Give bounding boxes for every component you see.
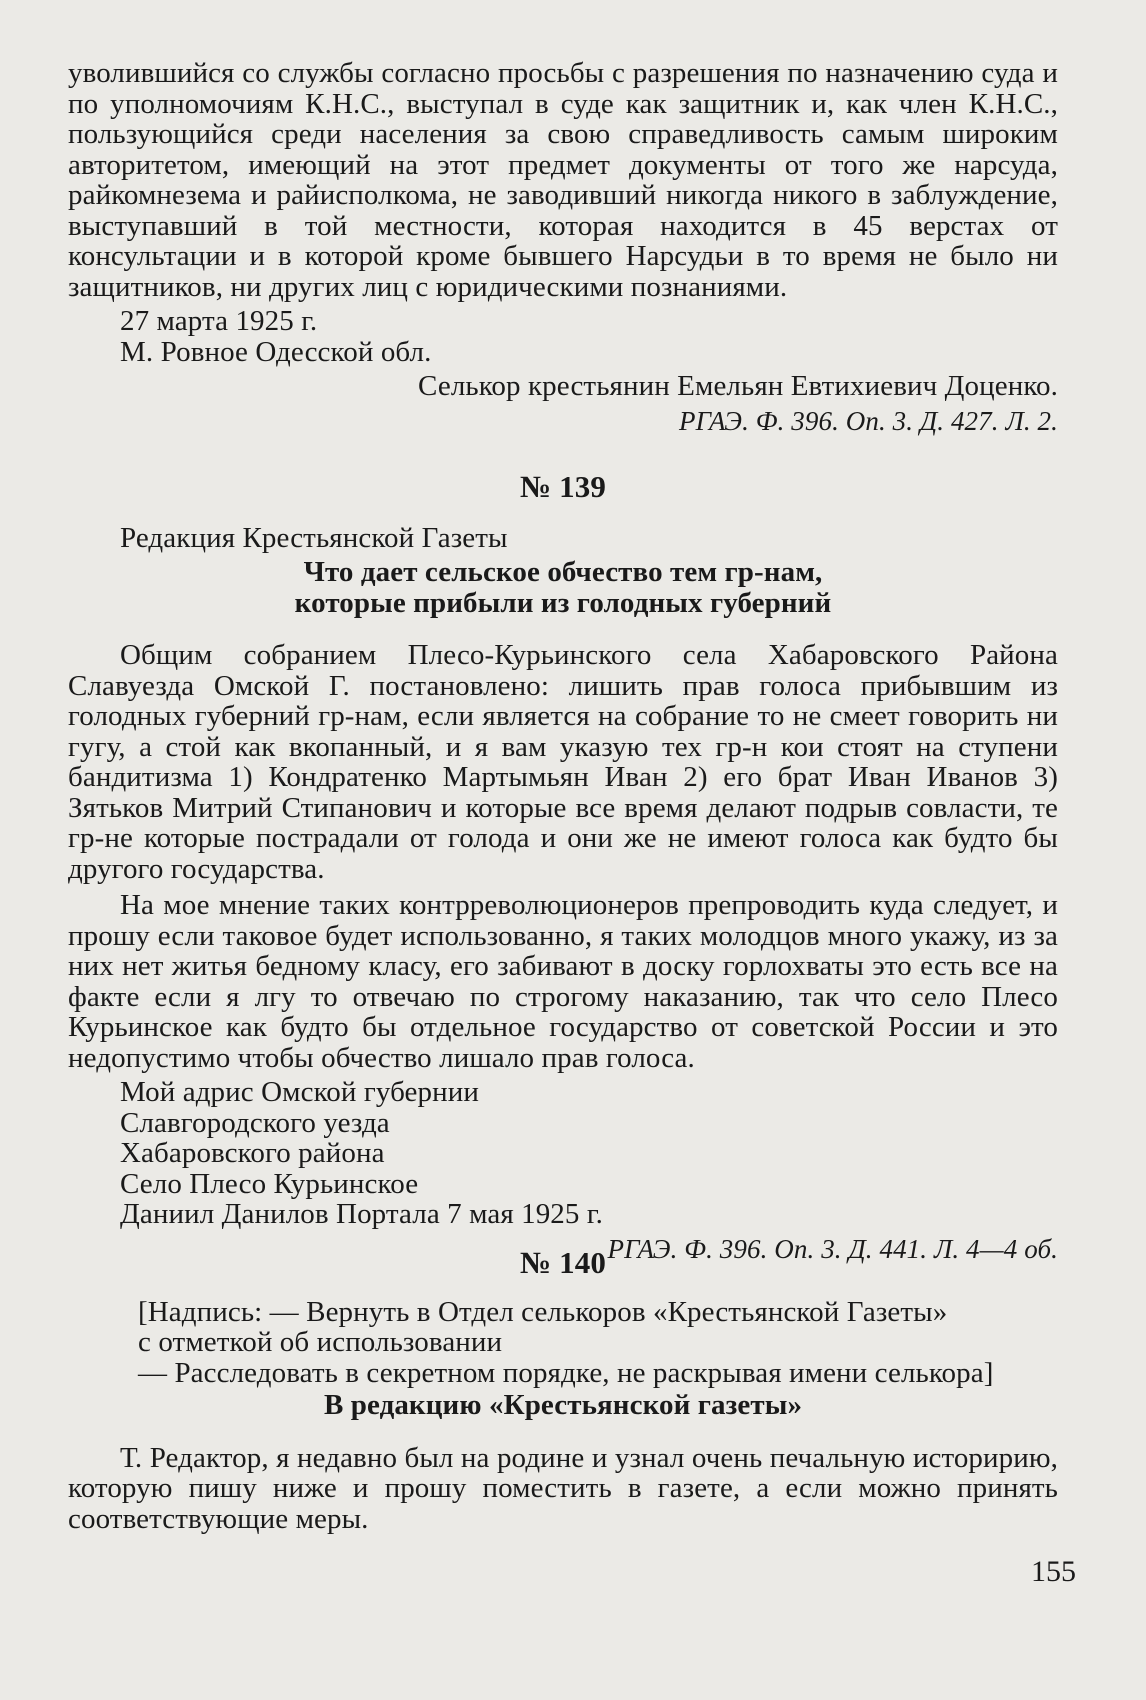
document-date: 27 марта 1925 г.	[120, 305, 318, 337]
annotation-line-3: — Расследовать в секретном порядке, не раскрывая имени селькора]	[138, 1356, 994, 1389]
annotation-line-1: [Надпись: — Вернуть в Отдел селькоров «Крестьянской Газеты»	[138, 1295, 948, 1328]
document-place: М. Ровное Одесской обл.	[120, 335, 432, 368]
addressee: Редакция Крестьянской Газеты	[120, 521, 508, 554]
address-line: Мой адрис Омской губернии	[120, 1076, 479, 1108]
archive-source: РГАЭ. Ф. 396. Оп. 3. Д. 427. Л. 2.	[679, 405, 1058, 436]
sender-address	[68, 1077, 1058, 1230]
body-paragraph: Т. Редактор, я недавно был на родине и узнал очень печальную историрию, которую пишу ниже и прошу поместить в газете, а если можно принять соответствующие меры.	[68, 1441, 1058, 1535]
document-title-line-1: Что дает сельское обчество тем гр-нам,	[303, 556, 823, 588]
previous-document-ending	[68, 58, 1058, 436]
page-number: 155	[1031, 1555, 1076, 1588]
address-line: Даниил Данилов Портала 7 мая 1925 г.	[120, 1198, 603, 1230]
document-number: № 139	[520, 469, 606, 504]
archive-source: РГАЭ. Ф. 396. Оп. 3. Д. 441. Л. 4—4 об.	[607, 1233, 1058, 1264]
document-139	[68, 469, 1058, 1264]
document-140	[68, 1245, 1058, 1535]
document-heading: В редакцию «Крестьянской газеты»	[323, 1389, 803, 1421]
body-paragraph: Общим собранием Плесо-Курьинского села Хабаровского Района Славуезда Омской Г. постановлено: лишить прав голоса прибывшим из голодных губерний гр-нам, если является на собрание то не смеет говорить ни гугу, а стой как вкопанный, и я вам указую тех гр-н кои стоят на ступени бандитизма 1) Кондратенко Мартымьян Иван 2) его брат Иван Иванов 3) Зятьков Митрий Стипанович и которые все время делают подрыв совласти, те гр-не которые пострадали от голода и они же не имеют голоса как будто бы другого государства.	[68, 639, 1058, 885]
address-line: Славгородского уезда	[120, 1106, 390, 1139]
address-line: Хабаровского района	[120, 1137, 385, 1169]
document-title-line-2: которые прибыли из голодных губерний	[294, 586, 832, 619]
body-paragraph: уволившийся со службы согласно просьбы с разрешения по назначению суда и по уполномочиям К.Н.С., выступал в суде как защитник и, как член К.Н.С., пользующийся среди населения за свою справедливость самым широким авторитетом, имеющий на этот предмет документы от того же нарсуда, райкомнезема и райисполкома, не заводивший никогда никого в заблуждение, выступавший в той местности, которая находится в 45 верстах от консультации и в которой кроме бывшего Нарсудьи в то время не было ни защитников, ни других лиц с юридическими познаниями.	[68, 57, 1058, 303]
document-number: № 140	[520, 1245, 606, 1280]
annotation-line-2: с отметкой об использовании	[138, 1326, 503, 1358]
body-paragraph: На мое мнение таких контрреволюционеров препроводить куда следует, и прошу если таковое будет использованно, я таких молодцов много укажу, из за них нет житья бедному класу, его забивают в доску горлохваты это есть все на факте если я лгу то отвечаю по строгому наказанию, так что село Плесо Курьинское как будто бы отдельное государство от советской России и это недопустимо чтобы обчество лишало прав голоса.	[68, 889, 1058, 1074]
signature: Селькор крестьянин Емельян Евтихиевич Доценко.	[418, 370, 1058, 402]
address-line: Село Плесо Курьинское	[120, 1167, 419, 1200]
